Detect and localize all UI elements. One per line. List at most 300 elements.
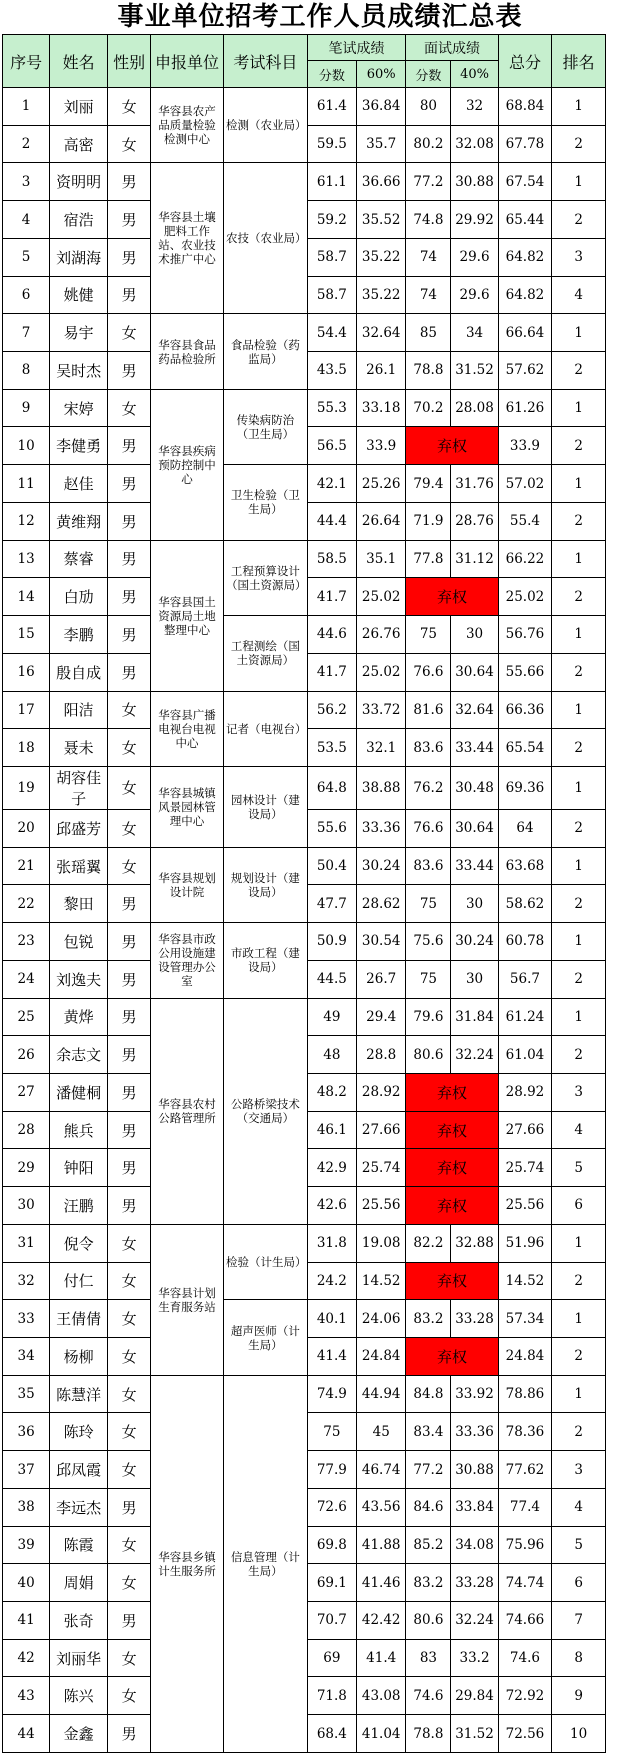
total-cell: 56.76 [498, 616, 552, 654]
total-cell: 56.7 [498, 960, 552, 998]
rank-cell: 1 [552, 1300, 606, 1338]
table-row [3, 389, 606, 427]
written-weighted-cell: 30.24 [357, 847, 406, 885]
seq-cell: 35 [3, 1375, 50, 1413]
seq-cell: 38 [3, 1488, 50, 1526]
interview-score-cell: 75 [406, 885, 451, 923]
total-cell: 25.74 [498, 1149, 552, 1187]
interview-weighted-cell: 29.6 [451, 276, 498, 314]
seq-cell: 37 [3, 1451, 50, 1489]
seq-cell: 10 [3, 427, 50, 465]
name-cell: 倪令 [50, 1224, 108, 1262]
gender-cell: 女 [108, 809, 151, 847]
written-score-cell: 41.7 [307, 653, 356, 691]
written-weighted-cell: 25.74 [357, 1149, 406, 1187]
gender-cell: 女 [108, 766, 151, 809]
name-cell: 黄维翔 [50, 502, 108, 540]
interview-weighted-cell: 29.84 [451, 1677, 498, 1715]
written-weighted-cell: 25.56 [357, 1187, 406, 1225]
name-cell: 资明明 [50, 163, 108, 201]
interview-score-cell: 77.2 [406, 163, 451, 201]
gender-cell: 男 [108, 1602, 151, 1640]
total-cell: 69.36 [498, 766, 552, 809]
gender-cell: 男 [108, 1073, 151, 1111]
name-cell: 姚健 [50, 276, 108, 314]
rank-cell: 2 [552, 1262, 606, 1300]
rank-cell: 10 [552, 1715, 606, 1753]
written-score-cell: 44.5 [307, 960, 356, 998]
written-weighted-cell: 28.8 [357, 1036, 406, 1074]
table-row [3, 616, 606, 654]
gender-cell: 女 [108, 729, 151, 767]
interview-score-cell: 83.2 [406, 1300, 451, 1338]
written-weighted-cell: 28.92 [357, 1073, 406, 1111]
rank-cell: 1 [552, 163, 606, 201]
name-cell: 张奇 [50, 1602, 108, 1640]
interview-weighted-cell: 33.28 [451, 1564, 498, 1602]
interview-weighted-cell: 32.24 [451, 1036, 498, 1074]
seq-cell: 3 [3, 163, 50, 201]
interview-weighted-cell: 34.08 [451, 1526, 498, 1564]
gender-cell: 男 [108, 201, 151, 239]
written-weighted-cell: 35.52 [357, 201, 406, 239]
name-cell: 聂未 [50, 729, 108, 767]
written-weighted-cell: 28.62 [357, 885, 406, 923]
interview-weighted-cell: 33.44 [451, 729, 498, 767]
interview-weighted-cell: 33.84 [451, 1488, 498, 1526]
interview-score-cell: 80.6 [406, 1602, 451, 1640]
rank-cell: 1 [552, 847, 606, 885]
written-score-cell: 70.7 [307, 1602, 356, 1640]
name-cell: 邱凤霞 [50, 1451, 108, 1489]
rank-cell: 3 [552, 1451, 606, 1489]
written-score-cell: 48 [307, 1036, 356, 1074]
written-weighted-cell: 26.1 [357, 352, 406, 390]
total-cell: 25.56 [498, 1187, 552, 1225]
total-cell: 63.68 [498, 847, 552, 885]
interview-weighted-cell: 31.12 [451, 540, 498, 578]
seq-cell: 30 [3, 1187, 50, 1225]
written-score-cell: 74.9 [307, 1375, 356, 1413]
seq-cell: 33 [3, 1300, 50, 1338]
interview-score-cell: 82.2 [406, 1224, 451, 1262]
name-cell: 阳洁 [50, 691, 108, 729]
written-score-cell: 69.8 [307, 1526, 356, 1564]
written-weighted-cell: 41.04 [357, 1715, 406, 1753]
score-table [2, 34, 606, 1753]
interview-weighted-cell: 31.52 [451, 1715, 498, 1753]
written-weighted-cell: 33.9 [357, 427, 406, 465]
written-score-cell: 24.2 [307, 1262, 356, 1300]
total-cell: 67.78 [498, 125, 552, 163]
seq-cell: 32 [3, 1262, 50, 1300]
seq-cell: 29 [3, 1149, 50, 1187]
interview-score-cell: 74 [406, 276, 451, 314]
subject-cell: 卫生检验（卫生局） [224, 465, 308, 540]
interview-weighted-cell: 30 [451, 885, 498, 923]
interview-score-cell: 80.2 [406, 125, 451, 163]
interview-weighted-cell: 30.88 [451, 1451, 498, 1489]
interview-score-cell: 85 [406, 314, 451, 352]
name-cell: 赵佳 [50, 465, 108, 503]
interview-score-cell: 78.8 [406, 352, 451, 390]
written-weighted-cell: 33.72 [357, 691, 406, 729]
gender-cell: 男 [108, 465, 151, 503]
total-cell: 66.36 [498, 691, 552, 729]
name-cell: 易宇 [50, 314, 108, 352]
written-weighted-cell: 41.88 [357, 1526, 406, 1564]
gender-cell: 男 [108, 1149, 151, 1187]
table-row [3, 465, 606, 503]
gender-cell: 男 [108, 1111, 151, 1149]
rank-cell: 2 [552, 809, 606, 847]
unit-cell: 华容县农村公路管理所 [151, 998, 224, 1224]
rank-cell: 3 [552, 1073, 606, 1111]
seq-cell: 6 [3, 276, 50, 314]
seq-cell: 39 [3, 1526, 50, 1564]
interview-weighted-cell: 30.88 [451, 163, 498, 201]
total-cell: 61.26 [498, 389, 552, 427]
interview-score-cell: 75 [406, 616, 451, 654]
total-cell: 78.86 [498, 1375, 552, 1413]
written-score-cell: 42.9 [307, 1149, 356, 1187]
written-score-cell: 72.6 [307, 1488, 356, 1526]
total-cell: 75.96 [498, 1526, 552, 1564]
written-weighted-cell: 46.74 [357, 1451, 406, 1489]
rank-cell: 2 [552, 352, 606, 390]
interview-score-cell: 84.6 [406, 1488, 451, 1526]
written-weighted-cell: 26.7 [357, 960, 406, 998]
total-cell: 74.6 [498, 1639, 552, 1677]
table-row [3, 88, 606, 126]
forfeit-cell: 弃权 [406, 1073, 498, 1111]
interview-weighted-cell: 30.24 [451, 923, 498, 961]
table-row [3, 923, 606, 961]
rank-cell: 2 [552, 578, 606, 616]
subject-cell: 食品检验（药监局） [224, 314, 308, 389]
page-title: 事业单位招考工作人员成绩汇总表 [117, 2, 523, 32]
gender-cell: 男 [108, 1715, 151, 1753]
table-row [3, 998, 606, 1036]
written-score-cell: 44.4 [307, 502, 356, 540]
subject-cell: 检测（农业局） [224, 88, 308, 163]
total-cell: 58.62 [498, 885, 552, 923]
name-cell: 李远杰 [50, 1488, 108, 1526]
gender-cell: 男 [108, 352, 151, 390]
subject-cell: 检验（计生局） [224, 1224, 308, 1299]
total-cell: 65.44 [498, 201, 552, 239]
rank-cell: 4 [552, 1111, 606, 1149]
written-weighted-cell: 32.64 [357, 314, 406, 352]
total-cell: 77.4 [498, 1488, 552, 1526]
gender-cell: 男 [108, 923, 151, 961]
name-cell: 陈兴 [50, 1677, 108, 1715]
name-cell: 黎田 [50, 885, 108, 923]
written-weighted-cell: 41.46 [357, 1564, 406, 1602]
gender-cell: 女 [108, 1677, 151, 1715]
written-weighted-cell: 43.08 [357, 1677, 406, 1715]
gender-cell: 男 [108, 998, 151, 1036]
rank-cell: 2 [552, 1413, 606, 1451]
name-cell: 吴时杰 [50, 352, 108, 390]
name-cell: 陈霞 [50, 1526, 108, 1564]
rank-cell: 4 [552, 1488, 606, 1526]
written-score-cell: 61.4 [307, 88, 356, 126]
header-interview-pct: 40% [451, 61, 498, 88]
interview-weighted-cell: 33.28 [451, 1300, 498, 1338]
name-cell: 余志文 [50, 1036, 108, 1074]
name-cell: 潘健桐 [50, 1073, 108, 1111]
total-cell: 24.84 [498, 1338, 552, 1376]
rank-cell: 2 [552, 201, 606, 239]
written-weighted-cell: 42.42 [357, 1602, 406, 1640]
interview-score-cell: 80 [406, 88, 451, 126]
rank-cell: 1 [552, 766, 606, 809]
rank-cell: 1 [552, 616, 606, 654]
written-score-cell: 40.1 [307, 1300, 356, 1338]
rank-cell: 4 [552, 276, 606, 314]
written-weighted-cell: 27.66 [357, 1111, 406, 1149]
written-weighted-cell: 36.84 [357, 88, 406, 126]
interview-score-cell: 76.2 [406, 766, 451, 809]
written-score-cell: 46.1 [307, 1111, 356, 1149]
seq-cell: 42 [3, 1639, 50, 1677]
gender-cell: 男 [108, 427, 151, 465]
score-table-body [3, 88, 606, 1753]
written-weighted-cell: 24.84 [357, 1338, 406, 1376]
name-cell: 包锐 [50, 923, 108, 961]
written-weighted-cell: 33.36 [357, 809, 406, 847]
interview-score-cell: 84.8 [406, 1375, 451, 1413]
written-score-cell: 71.8 [307, 1677, 356, 1715]
seq-cell: 40 [3, 1564, 50, 1602]
subject-cell: 超声医师（计生局） [224, 1300, 308, 1375]
seq-cell: 9 [3, 389, 50, 427]
total-cell: 68.84 [498, 88, 552, 126]
table-row [3, 1300, 606, 1338]
unit-cell: 华容县广播电视台电视中心 [151, 691, 224, 766]
subject-cell: 信息管理（计生局） [224, 1375, 308, 1752]
total-cell: 64 [498, 809, 552, 847]
written-weighted-cell: 29.4 [357, 998, 406, 1036]
written-weighted-cell: 35.1 [357, 540, 406, 578]
seq-cell: 16 [3, 653, 50, 691]
name-cell: 殷自成 [50, 653, 108, 691]
forfeit-cell: 弃权 [406, 1187, 498, 1225]
total-cell: 74.66 [498, 1602, 552, 1640]
total-cell: 28.92 [498, 1073, 552, 1111]
name-cell: 宋婷 [50, 389, 108, 427]
seq-cell: 22 [3, 885, 50, 923]
rank-cell: 2 [552, 427, 606, 465]
rank-cell: 2 [552, 653, 606, 691]
written-score-cell: 68.4 [307, 1715, 356, 1753]
gender-cell: 男 [108, 578, 151, 616]
gender-cell: 男 [108, 1036, 151, 1074]
rank-cell: 8 [552, 1639, 606, 1677]
seq-cell: 34 [3, 1338, 50, 1376]
interview-score-cell: 74.6 [406, 1677, 451, 1715]
seq-cell: 27 [3, 1073, 50, 1111]
total-cell: 64.82 [498, 238, 552, 276]
written-score-cell: 58.7 [307, 276, 356, 314]
rank-cell: 5 [552, 1526, 606, 1564]
gender-cell: 女 [108, 691, 151, 729]
unit-cell: 华容县疾病预防控制中心 [151, 389, 224, 540]
rank-cell: 2 [552, 960, 606, 998]
written-score-cell: 64.8 [307, 766, 356, 809]
name-cell: 陈玲 [50, 1413, 108, 1451]
interview-weighted-cell: 32.64 [451, 691, 498, 729]
seq-cell: 24 [3, 960, 50, 998]
total-cell: 33.9 [498, 427, 552, 465]
interview-weighted-cell: 31.52 [451, 352, 498, 390]
written-score-cell: 58.7 [307, 238, 356, 276]
total-cell: 65.54 [498, 729, 552, 767]
seq-cell: 7 [3, 314, 50, 352]
seq-cell: 12 [3, 502, 50, 540]
rank-cell: 6 [552, 1187, 606, 1225]
total-cell: 27.66 [498, 1111, 552, 1149]
forfeit-cell: 弃权 [406, 427, 498, 465]
interview-score-cell: 77.2 [406, 1451, 451, 1489]
name-cell: 黄烨 [50, 998, 108, 1036]
name-cell: 刘湖海 [50, 238, 108, 276]
written-weighted-cell: 25.02 [357, 653, 406, 691]
name-cell: 胡容佳子 [50, 766, 108, 809]
written-score-cell: 44.6 [307, 616, 356, 654]
seq-cell: 4 [3, 201, 50, 239]
gender-cell: 女 [108, 1224, 151, 1262]
interview-weighted-cell: 32.88 [451, 1224, 498, 1262]
seq-cell: 28 [3, 1111, 50, 1149]
rank-cell: 2 [552, 729, 606, 767]
written-weighted-cell: 33.18 [357, 389, 406, 427]
seq-cell: 36 [3, 1413, 50, 1451]
interview-weighted-cell: 30 [451, 960, 498, 998]
unit-cell: 华容县国土资源局土地整理中心 [151, 540, 224, 691]
name-cell: 刘丽华 [50, 1639, 108, 1677]
gender-cell: 男 [108, 960, 151, 998]
written-score-cell: 56.2 [307, 691, 356, 729]
unit-cell: 华容县乡镇计生服务所 [151, 1375, 224, 1752]
subject-cell: 规划设计（建设局） [224, 847, 308, 922]
name-cell: 蔡睿 [50, 540, 108, 578]
total-cell: 55.4 [498, 502, 552, 540]
total-cell: 57.62 [498, 352, 552, 390]
interview-weighted-cell: 33.2 [451, 1639, 498, 1677]
name-cell: 刘丽 [50, 88, 108, 126]
name-cell: 邱盛芳 [50, 809, 108, 847]
written-score-cell: 55.3 [307, 389, 356, 427]
rank-cell: 1 [552, 465, 606, 503]
written-score-cell: 42.1 [307, 465, 356, 503]
subject-cell: 工程预算设计（国土资源局） [224, 540, 308, 615]
interview-score-cell: 83.4 [406, 1413, 451, 1451]
written-weighted-cell: 32.1 [357, 729, 406, 767]
interview-weighted-cell: 28.08 [451, 389, 498, 427]
written-score-cell: 50.9 [307, 923, 356, 961]
total-cell: 57.34 [498, 1300, 552, 1338]
name-cell: 付仁 [50, 1262, 108, 1300]
written-score-cell: 58.5 [307, 540, 356, 578]
written-score-cell: 49 [307, 998, 356, 1036]
written-score-cell: 47.7 [307, 885, 356, 923]
gender-cell: 女 [108, 1526, 151, 1564]
gender-cell: 男 [108, 1187, 151, 1225]
header-rank: 排名 [552, 35, 606, 88]
interview-score-cell: 77.8 [406, 540, 451, 578]
seq-cell: 44 [3, 1715, 50, 1753]
name-cell: 熊兵 [50, 1111, 108, 1149]
written-score-cell: 43.5 [307, 352, 356, 390]
subject-cell: 传染病防治（卫生局） [224, 389, 308, 464]
rank-cell: 5 [552, 1149, 606, 1187]
header-seq: 序号 [3, 35, 50, 88]
gender-cell: 女 [108, 1413, 151, 1451]
header-written-pct: 60% [357, 61, 406, 88]
unit-cell: 华容县规划设计院 [151, 847, 224, 922]
interview-weighted-cell: 33.36 [451, 1413, 498, 1451]
seq-cell: 26 [3, 1036, 50, 1074]
interview-weighted-cell: 32.08 [451, 125, 498, 163]
seq-cell: 31 [3, 1224, 50, 1262]
seq-cell: 5 [3, 238, 50, 276]
name-cell: 金鑫 [50, 1715, 108, 1753]
gender-cell: 女 [108, 1375, 151, 1413]
interview-score-cell: 80.6 [406, 1036, 451, 1074]
written-score-cell: 77.9 [307, 1451, 356, 1489]
written-weighted-cell: 26.64 [357, 502, 406, 540]
table-row [3, 766, 606, 809]
written-weighted-cell: 35.22 [357, 238, 406, 276]
interview-weighted-cell: 30.64 [451, 653, 498, 691]
rank-cell: 1 [552, 1375, 606, 1413]
subject-cell: 公路桥梁技术（交通局） [224, 998, 308, 1224]
gender-cell: 男 [108, 1488, 151, 1526]
name-cell: 李健勇 [50, 427, 108, 465]
rank-cell: 2 [552, 885, 606, 923]
name-cell: 宿浩 [50, 201, 108, 239]
written-weighted-cell: 43.56 [357, 1488, 406, 1526]
unit-cell: 华容县食品药品检验所 [151, 314, 224, 389]
total-cell: 67.54 [498, 163, 552, 201]
subject-cell: 农技（农业局） [224, 163, 308, 314]
written-score-cell: 31.8 [307, 1224, 356, 1262]
written-score-cell: 56.5 [307, 427, 356, 465]
interview-weighted-cell: 30 [451, 616, 498, 654]
unit-cell: 华容县计划生育服务站 [151, 1224, 224, 1375]
seq-cell: 1 [3, 88, 50, 126]
rank-cell: 1 [552, 923, 606, 961]
table-row [3, 314, 606, 352]
interview-score-cell: 76.6 [406, 809, 451, 847]
seq-cell: 2 [3, 125, 50, 163]
written-score-cell: 50.4 [307, 847, 356, 885]
rank-cell: 2 [552, 1338, 606, 1376]
seq-cell: 18 [3, 729, 50, 767]
written-score-cell: 48.2 [307, 1073, 356, 1111]
written-score-cell: 54.4 [307, 314, 356, 352]
written-weighted-cell: 45 [357, 1413, 406, 1451]
total-cell: 72.92 [498, 1677, 552, 1715]
table-row [3, 1375, 606, 1413]
total-cell: 66.64 [498, 314, 552, 352]
written-weighted-cell: 35.7 [357, 125, 406, 163]
rank-cell: 7 [552, 1602, 606, 1640]
written-weighted-cell: 35.22 [357, 276, 406, 314]
written-score-cell: 41.7 [307, 578, 356, 616]
